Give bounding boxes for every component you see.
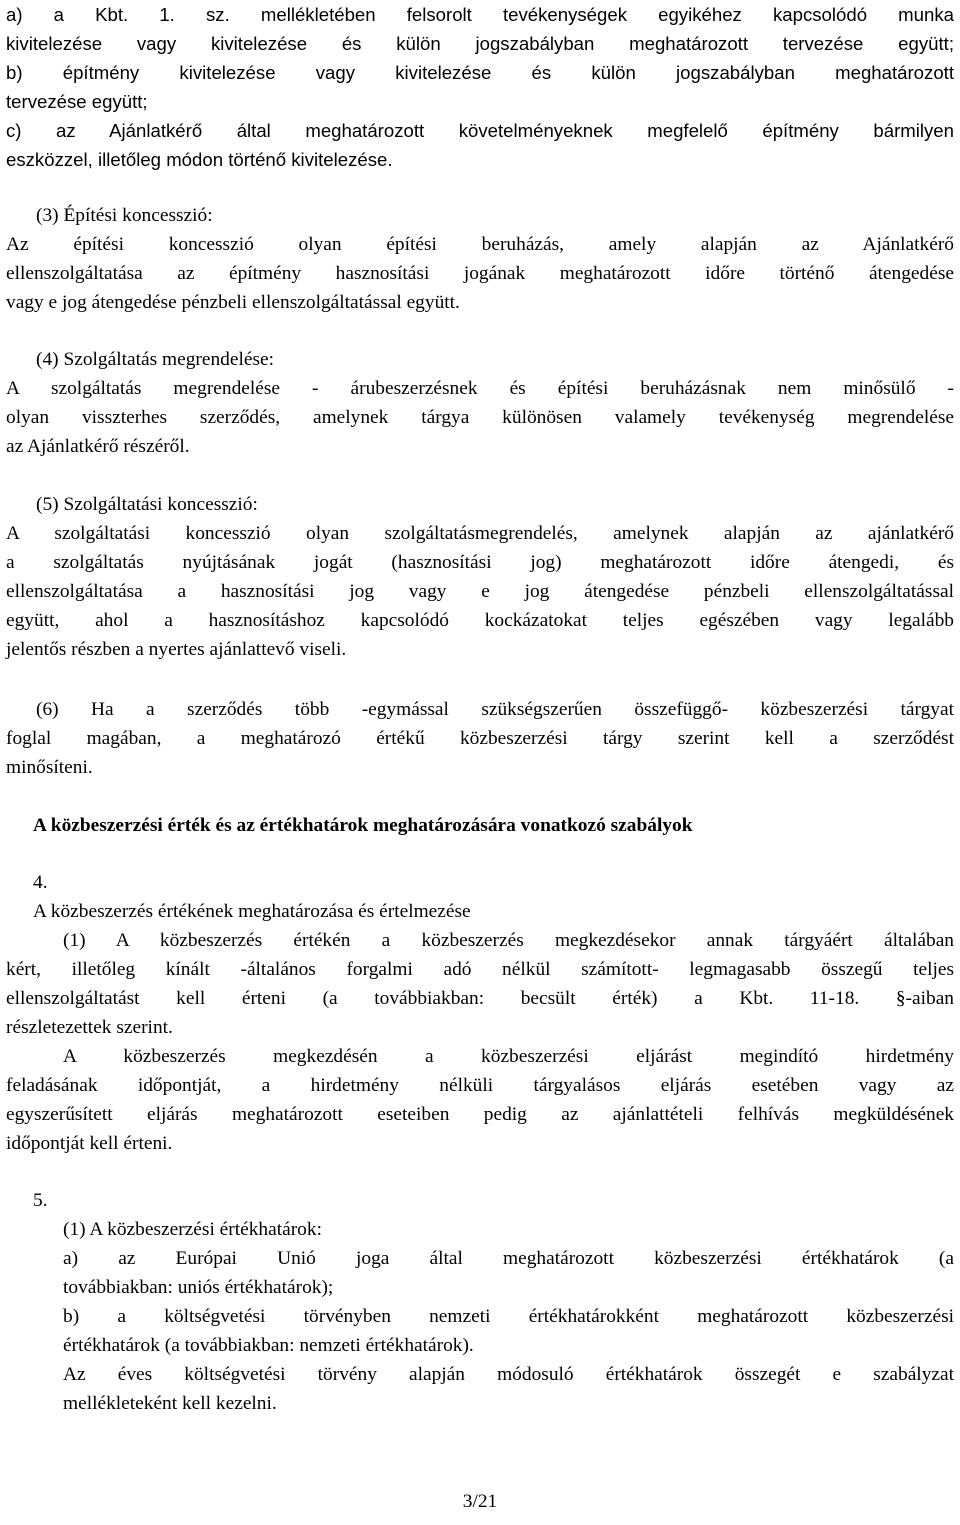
paragraph-line: vagy e jog átengedése pénzbeli ellenszolgáltatással együtt. <box>6 292 460 313</box>
paragraph-line: olyan visszterhes szerződés, amelynek tárgya különösen valamely tevékenység megrendelése <box>6 407 954 428</box>
paragraph-line: A szolgáltatás megrendelése - árubeszerzésnek és építési beruházásnak nem minősülő - <box>6 378 954 399</box>
paragraph-line: A szolgáltatási koncesszió olyan szolgáltatásmegrendelés, amelynek alapján az ajánlatkérő <box>6 523 954 544</box>
paragraph-line: Az építési koncesszió olyan építési beruházás, amely alapján az Ajánlatkérő <box>6 234 954 255</box>
paragraph-line: időpontját kell érteni. <box>6 1133 173 1154</box>
section-title: A közbeszerzési érték és az értékhatárok meghatározására vonatkozó szabályok <box>33 815 693 836</box>
paragraph-line: a) az Európai Unió joga által meghatározott közbeszerzési értékhatárok (a <box>63 1248 954 1269</box>
paragraph-title: A közbeszerzés értékének meghatározása és értelmezése <box>33 901 471 922</box>
paragraph-line: a szolgáltatás nyújtásának jogát (hasznosítási jog) meghatározott időre átengedi, és <box>6 552 954 573</box>
paragraph-line: (1) A közbeszerzés értékén a közbeszerzés megkezdésekor annak tárgyáért általában <box>63 930 954 951</box>
paragraph-line: értékhatárok (a továbbiakban: nemzeti értékhatárok). <box>63 1335 474 1356</box>
section-heading: (5) Szolgáltatási koncesszió: <box>36 494 258 515</box>
section-6 <box>6 695 954 782</box>
intro-line: kivitelezése vagy kivitelezése és külön jogszabályban meghatározott tervezése együtt; <box>6 33 954 54</box>
paragraph-line: mellékleteként kell kezelni. <box>63 1393 277 1414</box>
paragraph-line: foglal magában, a meghatározó értékű közbeszerzési tárgy szerint kell a szerződést <box>6 728 954 749</box>
section-heading: (4) Szolgáltatás megrendelése: <box>36 349 274 370</box>
page-number: 3/21 <box>462 1491 498 1512</box>
intro-line: tervezése együtt; <box>6 91 148 112</box>
paragraph-number: 4. <box>33 872 48 893</box>
paragraph-line: (6) Ha a szerződés több -egymással szükségszerűen összefüggő- közbeszerzési tárgyat <box>36 699 954 720</box>
paragraph-5 <box>33 1186 954 1215</box>
paragraph-line: feladásának időpontját, a hirdetmény nélküli tárgyalásos eljárás esetében vagy az <box>6 1075 954 1096</box>
paragraph-line: az Ajánlatkérő részéről. <box>6 436 190 457</box>
paragraph-line: ellenszolgáltatása a hasznosítási jog vagy e jog átengedése pénzbeli ellenszolgáltatással <box>6 581 954 602</box>
intro-line: a) a Kbt. 1. sz. mellékletében felsorolt tevékenységek egyikéhez kapcsolódó munka <box>6 4 954 25</box>
paragraph-line: (1) A közbeszerzési értékhatárok: <box>63 1219 322 1240</box>
paragraph-5-body <box>63 1215 954 1418</box>
paragraph-line: továbbiakban: uniós értékhatárok); <box>63 1277 334 1298</box>
paragraph-line: b) a költségvetési törvényben nemzeti értékhatárokként meghatározott közbeszerzési <box>63 1306 954 1327</box>
paragraph-number: 5. <box>33 1190 48 1211</box>
paragraph-line: kért, illetőleg kínált -általános forgalmi adó nélkül számított- legmagasabb összegű teljes <box>6 959 954 980</box>
paragraph-4 <box>6 868 954 1158</box>
intro-list <box>6 0 954 174</box>
intro-line: c) az Ajánlatkérő által meghatározott követelményeknek megfelelő építmény bármilyen <box>6 120 954 141</box>
paragraph-line: minősíteni. <box>6 757 93 778</box>
paragraph-line: ellenszolgáltatást kell érteni (a továbbiakban: becsült érték) a Kbt. 11-18. §-aiban <box>6 988 954 1009</box>
section-3 <box>6 201 954 317</box>
paragraph-line: jelentős részben a nyertes ajánlattevő viseli. <box>6 639 347 660</box>
intro-line: eszközzel, illetőleg módon történő kivitelezése. <box>6 149 393 170</box>
paragraph-line: A közbeszerzés megkezdésén a közbeszerzési eljárást megindító hirdetmény <box>63 1046 954 1067</box>
section-title-block <box>33 811 953 840</box>
paragraph-line: Az éves költségvetési törvény alapján módosuló értékhatárok összegét e szabályzat <box>63 1364 954 1385</box>
section-5 <box>6 490 954 664</box>
paragraph-line: egyszerűsített eljárás meghatározott eseteiben pedig az ajánlattételi felhívás megküldésének <box>6 1104 954 1125</box>
paragraph-line: részletezettek szerint. <box>6 1017 173 1038</box>
section-4 <box>6 345 954 461</box>
paragraph-line: együtt, ahol a hasznosításhoz kapcsolódó kockázatokat teljes egészében vagy legalább <box>6 610 954 631</box>
section-heading: (3) Építési koncesszió: <box>36 205 213 226</box>
intro-line: b) építmény kivitelezése vagy kivitelezése és külön jogszabályban meghatározott <box>6 62 954 83</box>
paragraph-line: ellenszolgáltatása az építmény hasznosítási jogának meghatározott időre történő átengedése <box>6 263 954 284</box>
